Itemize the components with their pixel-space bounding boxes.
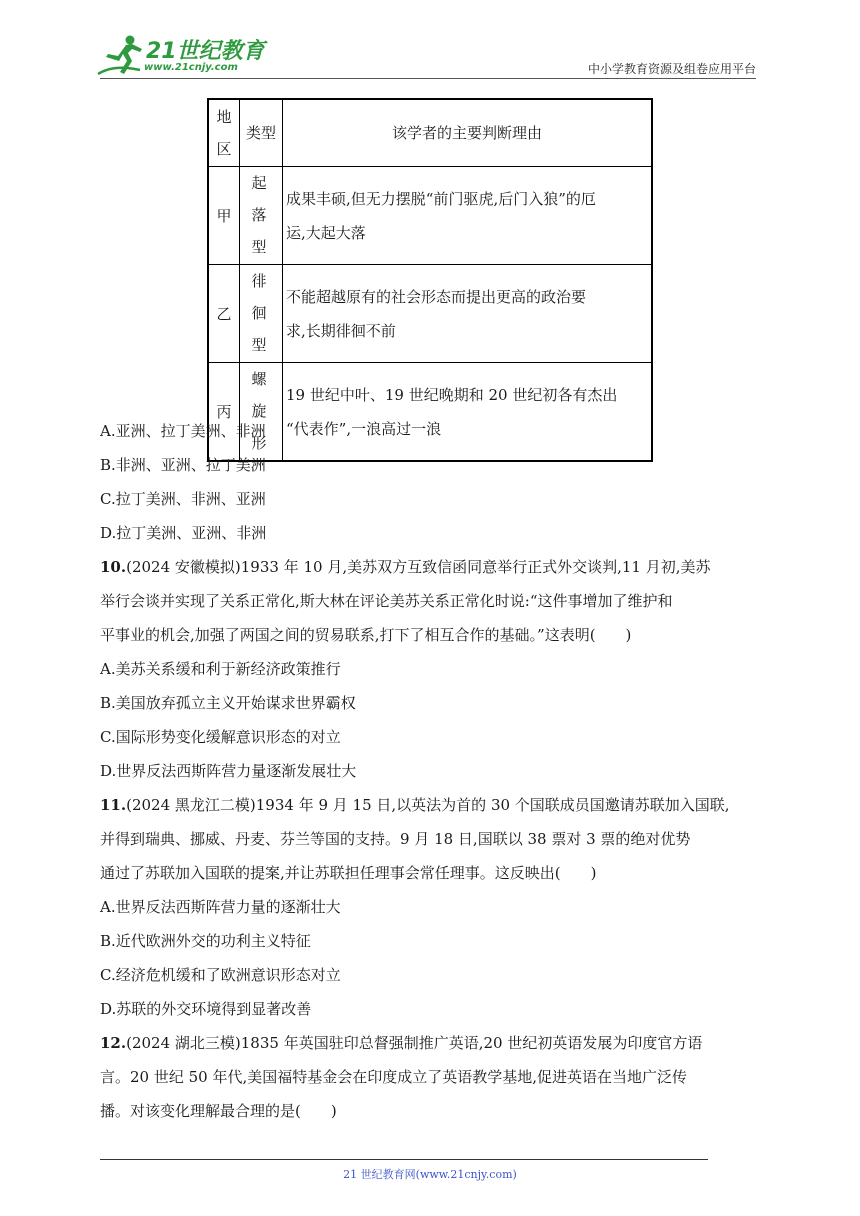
table-row <box>208 265 652 363</box>
q10-stem-line: 举行会谈并实现了关系正常化,斯大林在评论美苏关系正常化时说:“这件事增加了维护和 <box>100 592 673 610</box>
header-reason-text: 该学者的主要判断理由 <box>391 124 542 142</box>
q12-number: 12. <box>100 1034 127 1052</box>
footer-divider <box>100 1159 708 1160</box>
row-reason-line: 成果丰硕,但无力摆脱“前门驱虎,后门入狼”的厄 <box>286 189 596 208</box>
header-reason <box>283 99 653 167</box>
row-reason-line: 运,大起大落 <box>286 223 366 242</box>
row-type <box>240 167 283 265</box>
runner-logo-icon <box>96 34 148 78</box>
q10-option-c: C.国际形势变化缓解意识形态的对立 <box>100 728 341 746</box>
q11-stem-line: 并得到瑞典、挪威、丹麦、芬兰等国的支持。9 月 18 日,国联以 38 票对 3 票的绝对优势 <box>100 830 691 848</box>
q11-option-b: B.近代欧洲外交的功利主义特征 <box>100 932 311 950</box>
q10-stem-text: (2024 安徽模拟)1933 年 10 月,美苏双方互致信函同意举行正式外交谈判,11 月初,美苏 <box>126 558 711 576</box>
row-reason-line: 19 世纪中叶、19 世纪晚期和 20 世纪初各有杰出 <box>286 385 618 404</box>
row-reason <box>283 167 653 265</box>
row-reason-line: “代表作”,一浪高过一浪 <box>286 419 442 438</box>
q12-stem-line <box>100 1032 702 1053</box>
table-row <box>208 363 652 462</box>
table-row <box>208 167 652 265</box>
q10-stem-line <box>100 556 710 577</box>
q11-stem-line: 通过了苏联加入国联的提案,并让苏联担任理事会常任理事。这反映出( ) <box>100 864 597 882</box>
row-region: 丙 <box>208 363 240 462</box>
row-reason-line: 求,长期徘徊不前 <box>286 321 396 340</box>
footer-text: 21 世纪教育网(www.21cnjy.com) <box>343 1168 517 1181</box>
q11-option-d: D.苏联的外交环境得到显著改善 <box>100 1000 312 1018</box>
row-reason <box>283 363 653 462</box>
q11-option-a: A.世界反法西斯阵营力量的逐渐壮大 <box>100 898 341 916</box>
header-type: 类型 <box>240 99 283 167</box>
logo-text: 21世纪教育 <box>146 39 265 64</box>
q10-number: 10. <box>100 558 127 576</box>
q12-stem-text: (2024 湖北三模)1835 年英国驻印总督强制推广英语,20 世纪初英语发展为印度官方语 <box>126 1034 703 1052</box>
q12-stem-line: 播。对该变化理解最合理的是( ) <box>100 1102 337 1120</box>
row-type <box>240 363 283 462</box>
row-reason-line: 不能超越原有的社会形态而提出更高的政治要 <box>286 287 587 306</box>
q9-option-c: C.拉丁美洲、非洲、亚洲 <box>100 490 266 508</box>
q11-option-c: C.经济危机缓和了欧洲意识形态对立 <box>100 966 341 984</box>
row-reason <box>283 265 653 363</box>
q10-option-b: B.美国放弃孤立主义开始谋求世界霸权 <box>100 694 356 712</box>
q9-option-a: A.亚洲、拉丁美洲、非洲 <box>100 422 266 440</box>
header-region-text: 地区 <box>216 107 232 158</box>
q10-option-d: D.世界反法西斯阵营力量逐渐发展壮大 <box>100 762 357 780</box>
header-region <box>208 99 240 167</box>
q9-option-d: D.拉丁美洲、亚洲、非洲 <box>100 524 267 542</box>
row-type-text: 徘徊型 <box>251 272 271 354</box>
judgement-table <box>207 98 653 462</box>
logo-url: www.21cnjy.com <box>144 62 238 73</box>
row-region: 甲 <box>208 167 240 265</box>
row-type-text: 起落型 <box>251 174 271 256</box>
q11-stem-line <box>100 794 730 815</box>
row-type <box>240 265 283 363</box>
q10-stem-line: 平事业的机会,加强了两国之间的贸易联系,打下了相互合作的基础。”这表明( ) <box>100 626 632 644</box>
q12-stem-line: 言。20 世纪 50 年代,美国福特基金会在印度成立了英语教学基地,促进英语在当地广泛传 <box>100 1068 688 1086</box>
header-divider <box>100 78 756 79</box>
page-header <box>0 0 860 90</box>
logo <box>96 34 266 80</box>
q10-option-a: A.美苏关系缓和利于新经济政策推行 <box>100 660 341 678</box>
table-header-row <box>208 99 652 167</box>
q11-stem-text: (2024 黑龙江二模)1934 年 9 月 15 日,以英法为首的 30 个国联成员国邀请苏联加入国联, <box>126 796 730 814</box>
platform-title: 中小学教育资源及组卷应用平台 <box>587 62 756 76</box>
row-type-text: 螺旋形 <box>251 370 271 452</box>
row-region: 乙 <box>208 265 240 363</box>
q11-number: 11. <box>100 796 127 814</box>
q9-option-b: B.非洲、亚洲、拉丁美洲 <box>100 456 266 474</box>
